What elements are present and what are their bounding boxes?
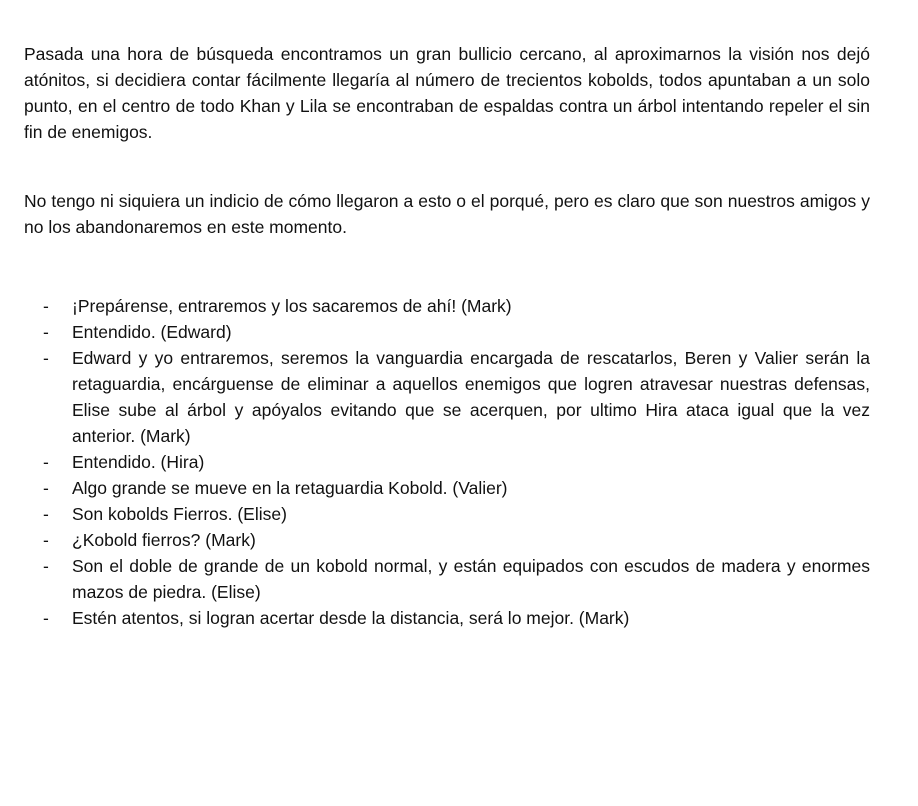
dialogue-line: [24, 527, 870, 553]
dialogue-dash: -: [43, 530, 49, 550]
dialogue-dash: -: [43, 478, 49, 498]
dialogue-text: Son kobolds Fierros. (Elise): [72, 504, 287, 524]
dialogue-text: Entendido. (Edward): [72, 322, 232, 342]
dialogue-line: [24, 293, 870, 319]
dialogue-dash: -: [43, 322, 49, 342]
dialogue-dash: -: [43, 504, 49, 524]
dialogue-line: [24, 501, 870, 527]
dialogue-line: [24, 553, 870, 605]
dialogue-text: Entendido. (Hira): [72, 452, 205, 472]
dialogue-dash: -: [43, 296, 49, 316]
dialogue-dash: -: [43, 556, 49, 576]
dialogue-text: Edward y yo entraremos, seremos la vanguardia encargada de rescatarlos, Beren y Valier serán la retaguardia, encárguense de eliminar a aquellos enemigos que logren atravesar nuestras defensas, Elise sube al árbol y apóyalos evitando que se acerquen, por ultimo Hira ataca igual que la vez anterior. (Mark): [72, 348, 870, 446]
dialogue-dash: -: [43, 348, 49, 368]
dialogue-line: [24, 319, 870, 345]
dialogue-text: ¿Kobold fierros? (Mark): [72, 530, 256, 550]
dialogue-line: [24, 449, 870, 475]
dialogue-text: Son el doble de grande de un kobold normal, y están equipados con escudos de madera y enormes mazos de piedra. (Elise): [72, 556, 870, 602]
dialogue-line: [24, 605, 870, 631]
dialogue-text: Estén atentos, si logran acertar desde la distancia, será lo mejor. (Mark): [72, 608, 630, 628]
dialogue-text: ¡Prepárense, entraremos y los sacaremos de ahí! (Mark): [72, 296, 512, 316]
dialogue-dash: -: [43, 608, 49, 628]
document-page: [24, 41, 870, 631]
dialogue-text: Algo grande se mueve en la retaguardia Kobold. (Valier): [72, 478, 508, 498]
dialogue-dash: -: [43, 452, 49, 472]
dialogue-list: [24, 293, 870, 631]
dialogue-line: [24, 345, 870, 449]
narrative-paragraph: No tengo ni siquiera un indicio de cómo llegaron a esto o el porqué, pero es claro que son nuestros amigos y no los abandonaremos en este momento.: [24, 191, 870, 237]
dialogue-line: [24, 475, 870, 501]
narrative-paragraph: Pasada una hora de búsqueda encontramos un gran bullicio cercano, al aproximarnos la visión nos dejó atónitos, si decidiera contar fácilmente llegaría al número de trecientos kobolds, todos apuntaban a un solo punto, en el centro de todo Khan y Lila se encontraban de espaldas contra un árbol intentando repeler el sin fin de enemigos.: [24, 44, 870, 142]
